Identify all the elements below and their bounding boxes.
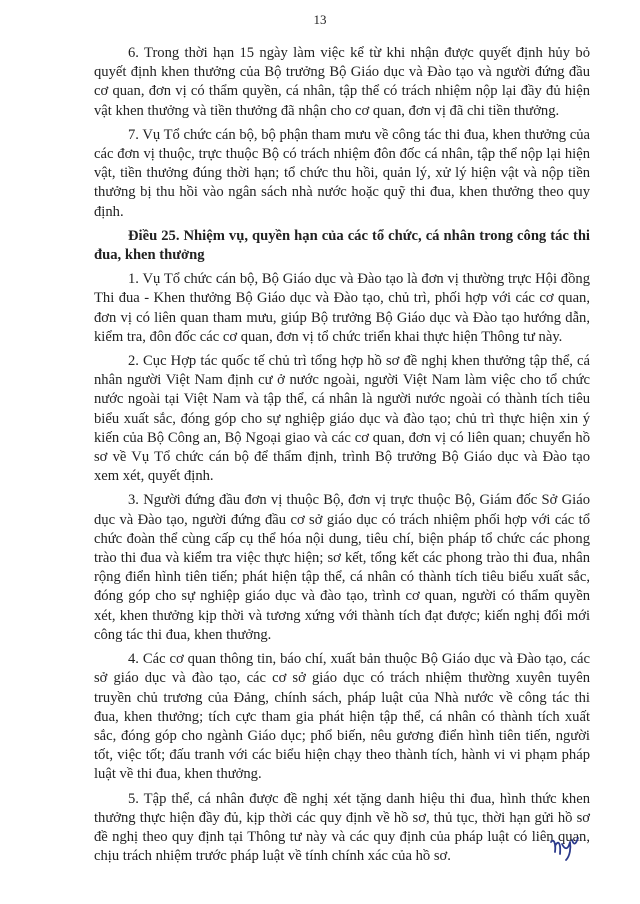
paragraph-article-25-clause-5: 5. Tập thể, cá nhân được đề nghị xét tặng danh hiệu thi đua, hình thức khen thưởng thực hiện đầy đủ, kịp thời các quy định về hồ sơ, thủ tục, thời hạn gửi hồ sơ đề nghị theo quy định tại Thông tư này và các quy định của pháp luật có liên quan, chịu trách nhiệm trước pháp luật về tính chính xác của hồ sơ. [94,790,590,865]
paragraph-clause-7: 7. Vụ Tổ chức cán bộ, bộ phận tham mưu về công tác thi đua, khen thưởng của các đơn vị thuộc, trực thuộc Bộ có trách nhiệm đôn đốc cá nhân, tập thể nộp lại hiện vật, tiền thưởng đúng thời hạn; tổ chức thu hồi, quản lý, xử lý hiện vật và nộp tiền thưởng bị thu hồi vào ngân sách nhà nước hoặc quỹ thi đua, khen thưởng theo quy định. [94,126,590,220]
article-25-heading: Điều 25. Nhiệm vụ, quyền hạn của các tổ chức, cá nhân trong công tác thi đua, khen thưởng [94,227,590,264]
paragraph-article-25-clause-1: 1. Vụ Tổ chức cán bộ, Bộ Giáo dục và Đào tạo là đơn vị thường trực Hội đồng Thi đua - Khen thưởng Bộ Giáo dục và Đào tạo, chủ trì, phối hợp với các cơ quan, đơn vị có liên quan tham mưu, giúp Bộ trưởng Bộ Giáo dục và Đào tạo hướng dẫn, kiểm tra, đôn đốc các cơ quan, đơn vị tổ chức triển khai thực hiện Thông tư này. [94,271,590,345]
page-number: 13 [313,12,327,27]
paragraph-article-25-clause-2: 2. Cục Hợp tác quốc tế chủ trì tổng hợp hồ sơ đề nghị khen thưởng tập thể, cá nhân người Việt Nam định cư ở nước ngoài, người Việt Nam làm việc cho tổ chức nước ngoài tại Việt Nam và tập thể, cá nhân là người nước ngoài có thành tích tiêu biểu xuất sắc, đóng góp cho sự nghiệp giáo dục và đào tạo; chủ trì thực hiện xin ý kiến của Bộ Công an, Bộ Ngoại giao và các cơ quan, đơn vị có liên quan; chuyển hồ sơ về Vụ Tổ chức cán bộ để thẩm định, trình Bộ trưởng Bộ Giáo dục và Đào tạo xem xét, quyết định. [94,353,590,485]
paragraph-article-25-clause-4: 4. Các cơ quan thông tin, báo chí, xuất bản thuộc Bộ Giáo dục và Đào tạo, các sở giáo dục và đào tạo, các cơ sở giáo dục có trách nhiệm thường xuyên tuyên truyền chủ trương của Đảng, chính sách, pháp luật của Nhà nước về công tác thi đua, khen thưởng; tích cực tham gia phát hiện tập thể, cá nhân có thành tích xuất sắc, đóng góp cho ngành Giáo dục; phổ biến, nêu gương điển hình tiên tiến, người tốt, việc tốt; đấu tranh với các biểu hiện chạy theo thành tích, hành vi vi phạm pháp luật về thi đua, khen thưởng. [94,651,590,783]
paragraph-article-25-clause-3: 3. Người đứng đầu đơn vị thuộc Bộ, đơn vị trực thuộc Bộ, Giám đốc Sở Giáo dục và Đào tạo, người đứng đầu cơ sở giáo dục có trách nhiệm phối hợp với các tổ chức đoàn thể cùng cấp cụ thể hóa nội dung, tiêu chí, biện pháp tổ chức các phong trào thi đua và kiểm tra việc thực hiện; sơ kết, tổng kết các phong trào thi đua, nhân rộng điển hình tiên tiến; phát hiện tập thể, cá nhân có thành tích tiêu biểu xuất sắc, đóng góp cho sự nghiệp giáo dục và đào tạo, trình cơ quan, người có thẩm quyền xét, khen thưởng kịp thời và tương xứng với thành tích đạt được; kiến nghị đổi mới công tác thi đua, khen thưởng. [94,492,590,643]
handwritten-initials [548,836,580,862]
paragraph-clause-6: 6. Trong thời hạn 15 ngày làm việc kể từ khi nhận được quyết định hủy bỏ quyết định khen thưởng của Bộ trưởng Bộ Giáo dục và Đào tạo và người đứng đầu cơ quan, đơn vị có thẩm quyền, cá nhân, tập thể có trách nhiệm nộp lại đầy đủ hiện vật khen thưởng và tiền thưởng đã nhận cho cơ quan, đơn vị đã chi tiền thưởng. [94,45,590,119]
document-body [94,44,590,871]
